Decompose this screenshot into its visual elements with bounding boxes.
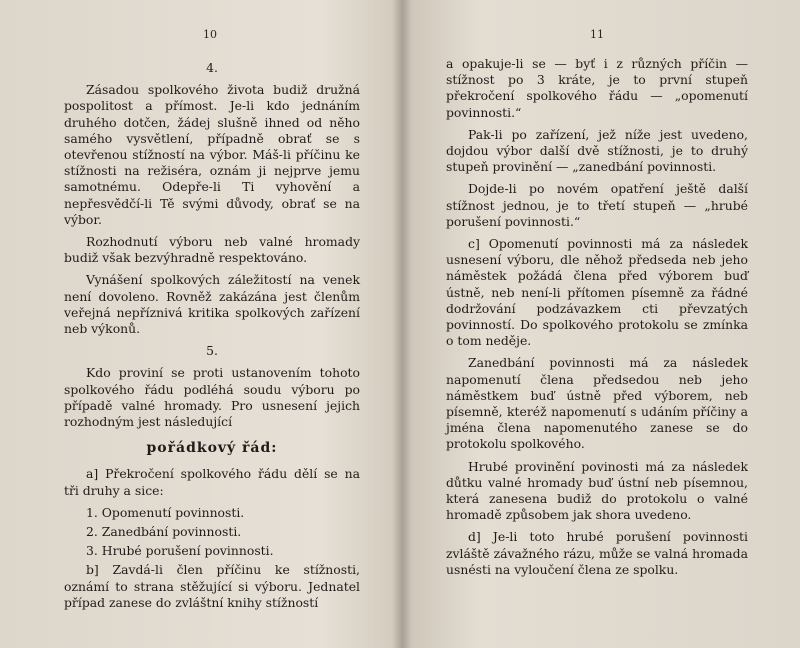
paragraph: Pak-li po zařízení, jež níže jest uvedeno, dojdou výbor další dvě stížnosti, je to druhý stupeň provinění — „zanedbání povinnosti. [446,126,748,175]
paragraph: Zásadou spolkového života budiž družná pospolitost a přímost. Je-li kdo jednáním druhého dotčen, žádej slušně ihned od něho samého vysvětlení, případně obrať se s otevřenou stížností na výbor. Máš-li příčinu ke stížnosti na režiséra, oznám ji nejprve jemu samotnému. Odepře-li Ti vyhovění a nepřesvědčí-li Tě svými důvody, obrať se na výbor. [64,82,360,227]
paragraph: Vynášení spolkových záležitostí na venek není dovoleno. Rovněž zakázána jest členům veřejná nepříznivá kritika spolkových zařízení neb výkonů. [64,272,360,337]
section-number: 4. [206,60,218,75]
paragraph: Rozhodnutí výboru neb valné hromady budiž však bezvýhradně respektováno. [64,234,360,266]
paragraph: a] Překročení spolkového řádu dělí se na tři druhy a sice: [64,466,360,498]
paragraph: Zanedbání povinnosti má za následek napomenutí člena předsedou neb jeho náměstkem buď ústně před výborem, neb písemně, kteréž napomenutí s udáním příčiny a jména člena napomenutého zanese se do protokolu spolkového. [446,355,748,452]
section-heading: pořádkový řád: [146,440,278,457]
paragraph: Kdo proviní se proti ustanovením tohoto spolkového řádu podléhá soudu výboru po případě valné hromady. Pro usnesení jejich rozhodným jest následující [64,365,360,430]
page-number: 11 [590,28,604,41]
paragraph: Hrubé provinění povinosti má za následek důtku valné hromady buď ústní neb písemnou, která zanesena budiž do protokolu o valné hromadě způsobem jak shora uvedeno. [446,458,748,523]
list-item: 1. Opomenutí povinnosti. [86,504,245,520]
paragraph: c] Opomenutí povinnosti má za následek usnesení výboru, dle něhož předseda neb jeho náměstek požádá člena před výborem buď ústně, neb není-li přítomen písemně za řádné dodržování podzávazkem cti převzatých povinností. Do spolkového protokolu se zmínka o tom neděje. [446,236,748,349]
page-body [446,56,748,584]
list-item: 3. Hrubé porušení povinnosti. [86,543,274,559]
paragraph: Dojde-li po novém opatření ještě další stížnost jednou, je to třetí stupeň — „hrubé porušení povinnosti.“ [446,181,748,229]
page-body [64,60,360,617]
right-page [404,0,800,648]
paragraph: d] Je-li toto hrubé porušení povinnosti zvláště závažného rázu, může se valná hromada usnésti na vyloučení člena ze spolku. [446,529,748,577]
page-number: 10 [203,28,217,41]
list-item: 2. Zanedbání povinnosti. [86,524,242,540]
paragraph: b] Zavdá-li člen příčinu ke stížnosti, oznámí to strana stěžující si výboru. Jednatel případ zanese do zvláštní knihy stížností [64,562,360,610]
section-number: 5. [206,343,218,359]
paragraph: a opakuje-li se — byť i z různých příčin — stížnost po 3 kráte, je to první stupeň překročení spolkového řádu — „opomenutí povinnosti.“ [446,56,748,120]
